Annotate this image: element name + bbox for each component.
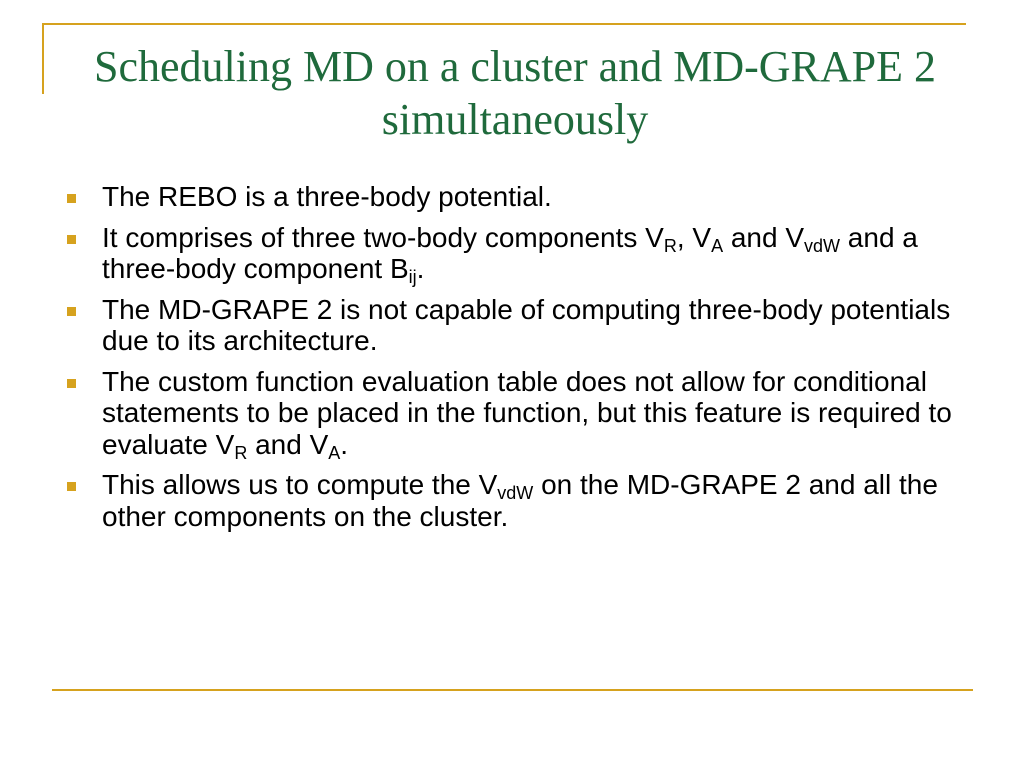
text-run: and V: [247, 428, 329, 460]
text-run: It comprises of three two-body components V: [102, 221, 664, 253]
text-run: .: [416, 253, 425, 284]
subscript: A: [328, 442, 341, 463]
bullet-item: [62, 181, 962, 213]
square-bullet-icon: [67, 235, 76, 244]
square-bullet-icon: [67, 379, 76, 388]
subscript: R: [234, 442, 248, 463]
bullet-item: [62, 366, 962, 461]
subscript: vdW: [497, 483, 534, 503]
bullet-text: [102, 181, 552, 212]
left-rule: [42, 23, 44, 94]
top-rule: [42, 23, 966, 25]
bullet-item: [62, 222, 962, 285]
bullet-list: [62, 181, 962, 541]
text-run: on the MD-GRAPE 2 and all the other components on the cluster.: [102, 469, 938, 532]
bullet-text: [102, 469, 938, 532]
subscript: ij: [408, 267, 417, 287]
bottom-rule: [52, 689, 973, 691]
bullet-text: [102, 365, 952, 463]
text-run: , V: [676, 221, 712, 253]
text-run: The MD-GRAPE 2 is not capable of computing three-body potentials due to its architecture.: [102, 293, 951, 356]
bullet-item: [62, 469, 962, 532]
text-run: and a three-body component B: [102, 221, 918, 284]
square-bullet-icon: [67, 307, 76, 316]
text-run: The REBO is a three-body potential.: [102, 181, 552, 212]
text-run: The custom function evaluation table does not allow for conditional statements to be placed in the function, but this feature is required to evaluate V: [102, 365, 952, 460]
square-bullet-icon: [67, 194, 76, 203]
text-run: and V: [723, 221, 805, 253]
subscript: A: [711, 235, 724, 256]
subscript: R: [663, 235, 677, 256]
bullet-text: [102, 222, 918, 285]
square-bullet-icon: [67, 482, 76, 491]
text-run: .: [340, 428, 349, 460]
bullet-text: [102, 294, 950, 357]
slide-title: Scheduling MD on a cluster and MD-GRAPE 2 simultaneously: [93, 42, 936, 144]
text-run: This allows us to compute the V: [102, 469, 498, 500]
subscript: vdW: [804, 235, 841, 256]
bullet-item: [62, 294, 962, 357]
